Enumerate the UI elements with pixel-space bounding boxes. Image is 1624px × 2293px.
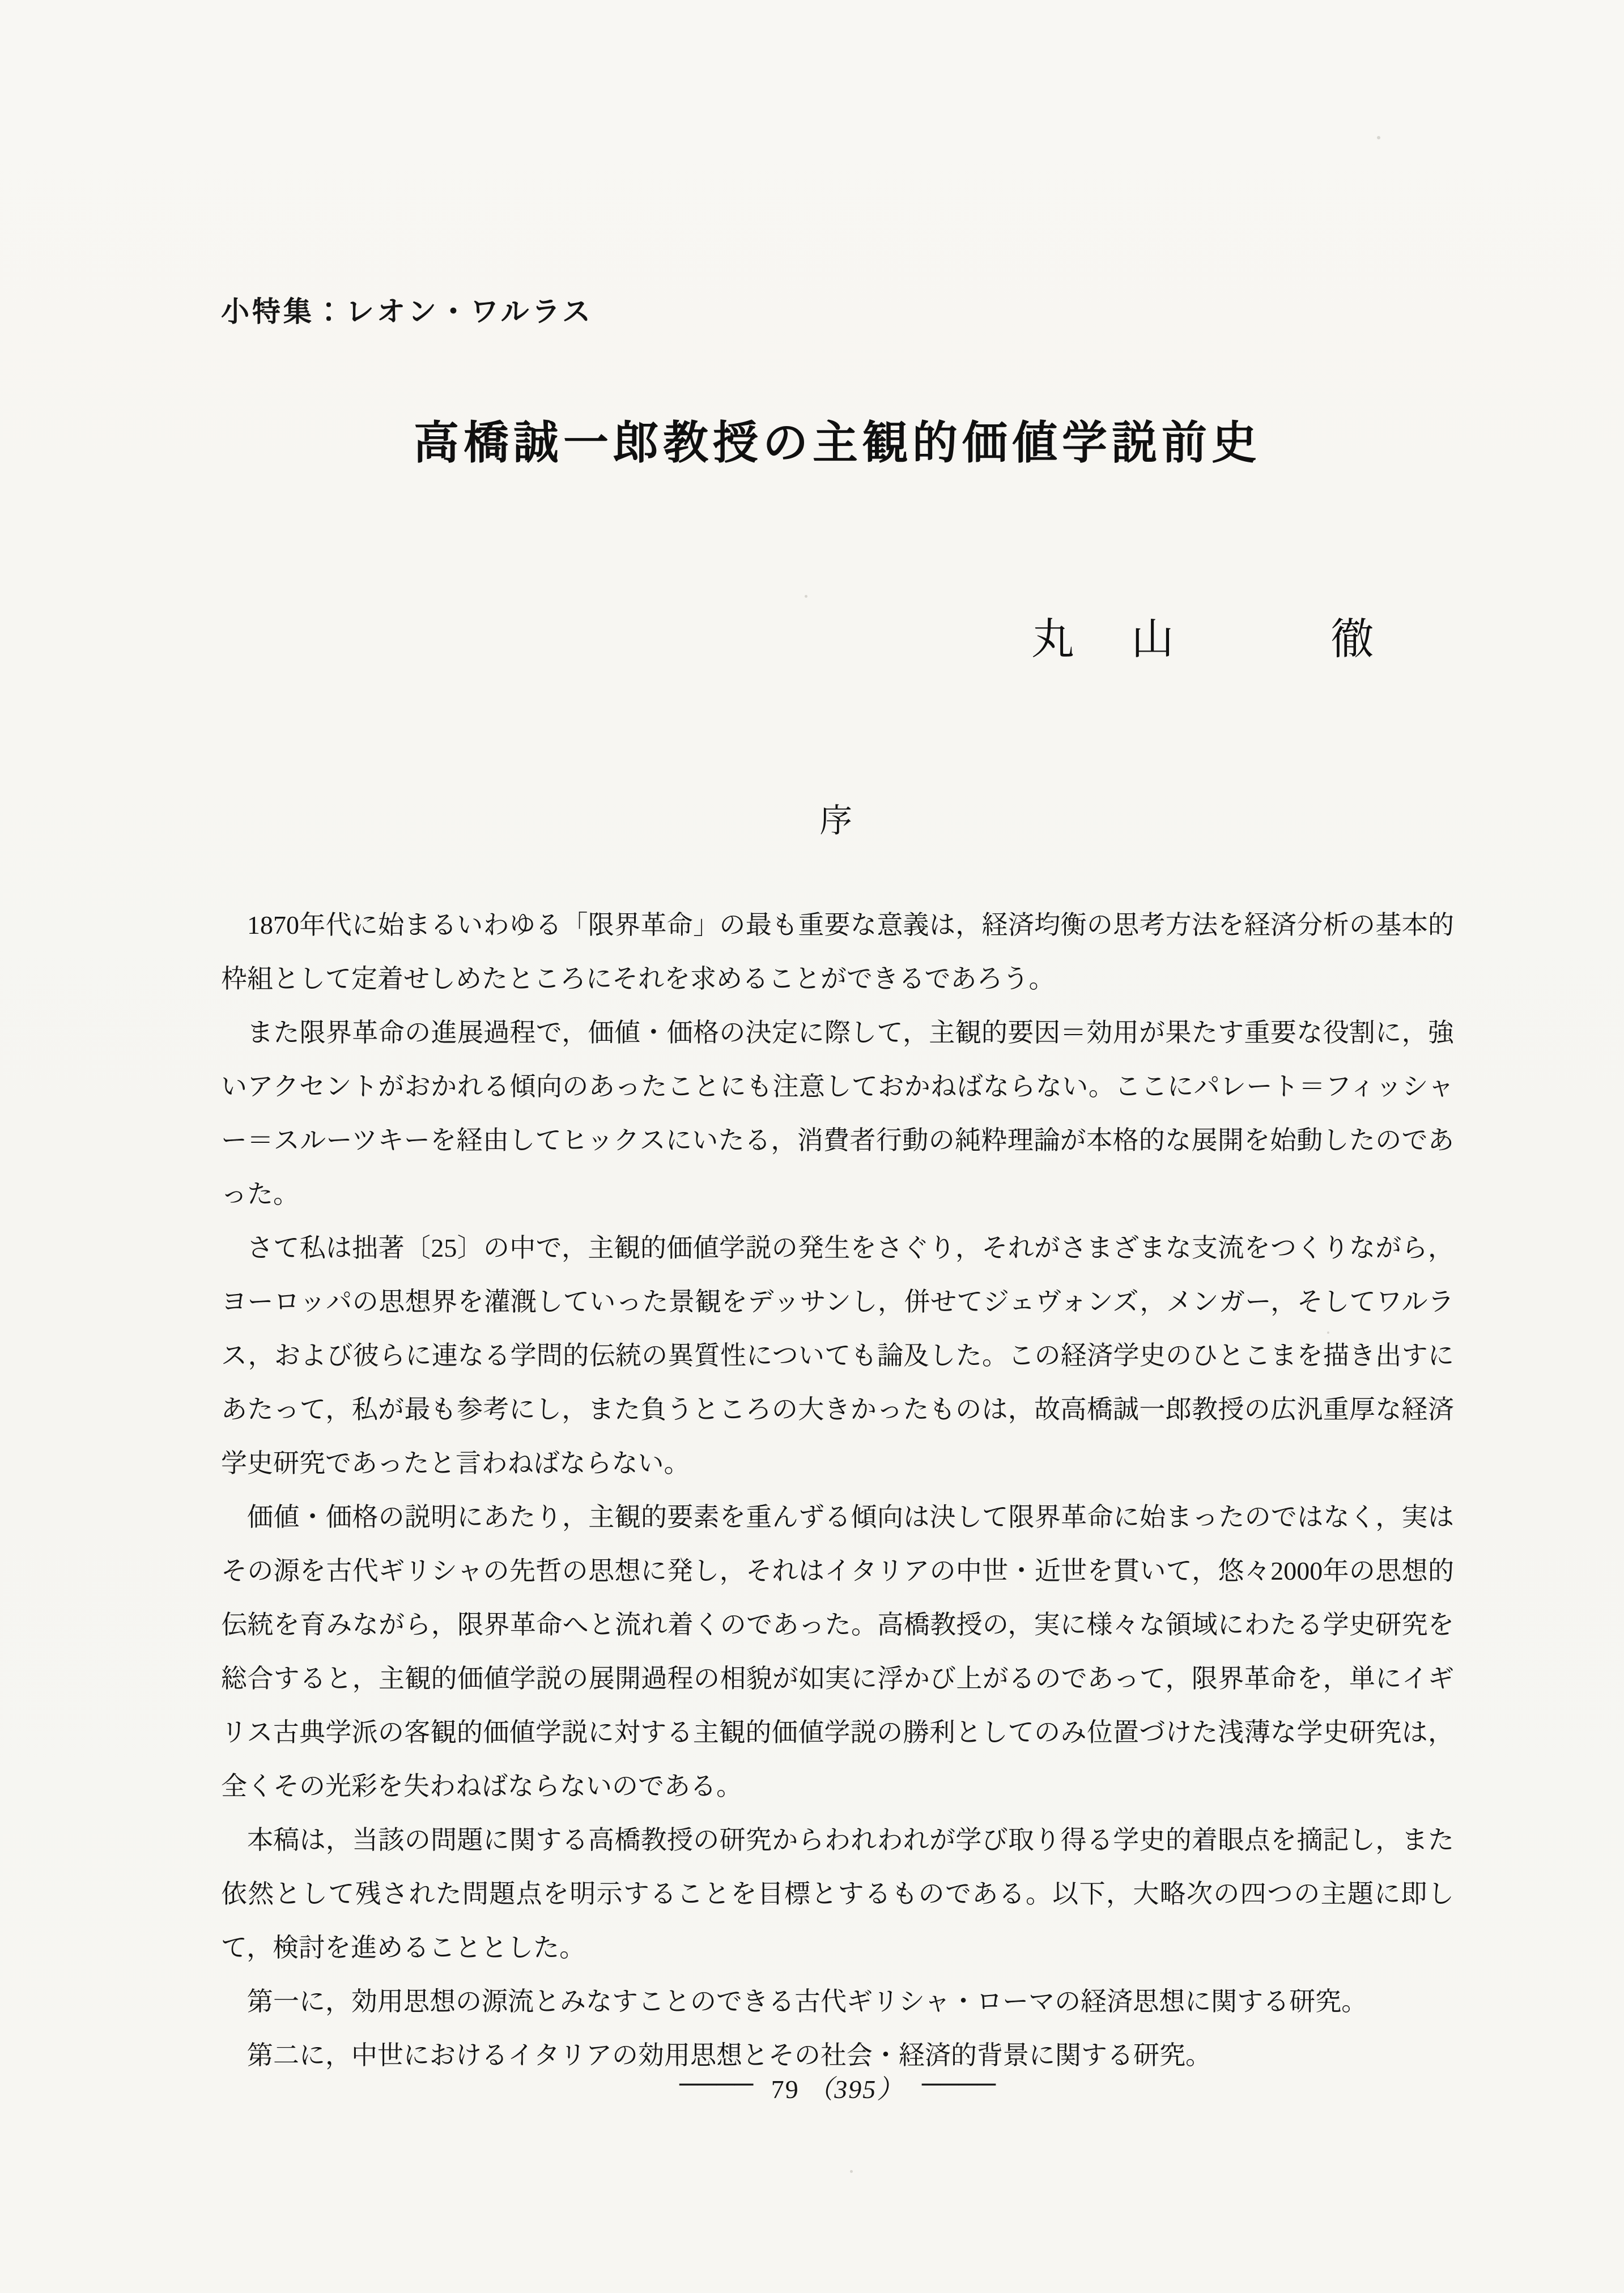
article-body bbox=[221, 898, 1454, 2082]
paragraph: 第二に，中世におけるイタリアの効用思想とその社会・経済的背景に関する研究。 bbox=[247, 2041, 1211, 2070]
scan-speck bbox=[805, 595, 807, 598]
paragraph: 1870年代に始まるいわゆる「限界革命」の最も重要な意義は，経済均衡の思考方法を経済分析の基本的枠組として定着せしめたところにそれを求めることができるであろう。 bbox=[221, 911, 1454, 993]
paragraph: 本稿は，当該の問題に関する高橋教授の研究からわれわれが学び取り得る学史的着眼点を摘記し，また依然として残された問題点を明示することを目標とするものである。以下，大略次の四つの主題に即して，検討を進めることとした。 bbox=[221, 1826, 1454, 1962]
scan-speck bbox=[1377, 136, 1380, 139]
page-number-footer bbox=[221, 2069, 1454, 2106]
scan-speck bbox=[850, 2170, 853, 2173]
page-title: 高橋誠一郎教授の主観的価値学説前史 bbox=[414, 419, 1261, 469]
paragraph: 第一に，効用思想の源流とみなすことのできる古代ギリシャ・ローマの経済思想に関する研究。 bbox=[247, 1987, 1368, 2016]
footer-left-dash: ──── bbox=[679, 2069, 754, 2098]
scan-speck bbox=[1327, 1331, 1329, 1334]
footer-right-dash: ──── bbox=[921, 2069, 996, 2098]
footer-issue-number: （395） bbox=[807, 2075, 904, 2104]
paragraph: さて私は拙著〔25〕の中で，主観的価値学説の発生をさぐり，それがさまざまな支流をつくりながら，ヨーロッパの思想界を灌漑していった景観をデッサンし，併せてジェヴォンズ，メンガー，そしてワルラス，および彼らに連なる学問的伝統の異質性についても論及した。この経済学史のひとこまを描き出すにあたって，私が最も参考にし，また負うところの大きかったものは，故高橋誠一郎教授の広汎重厚な経済学史研究であったと言わねばならない。 bbox=[221, 1233, 1454, 1478]
paragraph: 価値・価格の説明にあたり，主観的要素を重んずる傾向は決して限界革命に始まったのではなく，実はその源を古代ギリシャの先哲の思想に発し，それはイタリアの中世・近世を貫いて，悠々2000年の思想的伝統を育みながら，限界革命へと流れ着くのであった。高橋教授の，実に様々な領域にわたる学史研究を総合すると，主観的価値学説の展開過程の相貌が如実に浮かび上がるのであって，限界革命を，単にイギリス古典学派の客観的価値学説に対する主観的価値学説の勝利としてのみ位置づけた浅薄な学史研究は，全くその光彩を失わねばならないのである。 bbox=[221, 1503, 1454, 1801]
series-label: 小特集：レオン・ワルラス bbox=[221, 296, 593, 327]
section-heading-preface: 序 bbox=[819, 802, 856, 839]
paragraph: また限界革命の進展過程で，価値・価格の決定に際して，主観的要因＝効用が果たす重要な役割に，強いアクセントがおかれる傾向のあったことにも注意しておかねばならない。ここにパレート＝フィッシャー＝スルーツキーを経由してヒックスにいたる，消費者行動の純粋理論が本格的な展開を始動したのであった。 bbox=[221, 1018, 1454, 1209]
footer-page-number: 79 bbox=[771, 2075, 800, 2104]
author-name: 丸 山 徹 bbox=[1031, 616, 1380, 663]
